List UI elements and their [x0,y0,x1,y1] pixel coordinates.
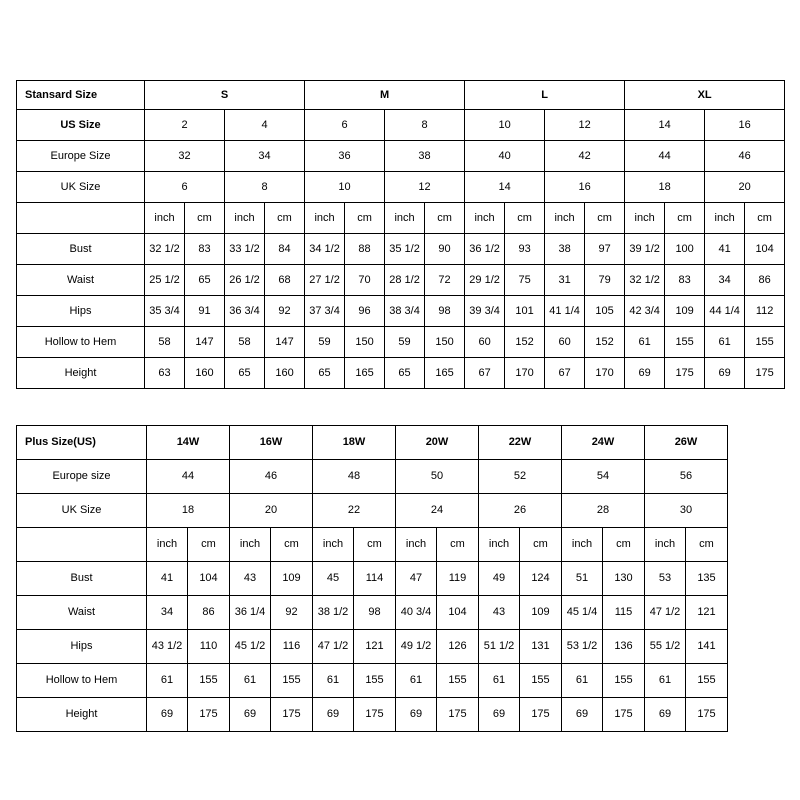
plus-unit-cell-3: cm [271,528,313,562]
unit-cell-8: inch [465,203,505,234]
plus-size-group-16w: 16W [230,426,313,460]
unit-cell-9: cm [505,203,545,234]
unit-cell-2: inch [225,203,265,234]
plus-unit-cell-10: inch [562,528,603,562]
plus-table-row-hips [17,630,728,664]
plus-cell-waist-12: 47 1/2 [645,596,686,630]
cell-us-size-5: 12 [545,110,625,141]
cell-hollow-6: 59 [385,327,425,358]
size-group-xl: XL [625,81,785,110]
cell-hips-10: 41 1/4 [545,296,585,327]
cell-bust-14: 41 [705,234,745,265]
row-label-bust: Bust [17,234,145,265]
plus-cell-bust-1: 104 [188,562,230,596]
plus-cell-hollow-12: 61 [645,664,686,698]
unit-cell-11: cm [585,203,625,234]
plus-cell-europe-6: 56 [645,460,728,494]
cell-waist-6: 28 1/2 [385,265,425,296]
cell-bust-4: 34 1/2 [305,234,345,265]
plus-cell-waist-3: 92 [271,596,313,630]
cell-uk-size-3: 12 [385,172,465,203]
plus-size-group-14w: 14W [147,426,230,460]
plus-cell-bust-0: 41 [147,562,188,596]
plus-table-row-units [17,528,728,562]
plus-cell-waist-8: 43 [479,596,520,630]
cell-height-15: 175 [745,358,785,389]
cell-hollow-11: 152 [585,327,625,358]
plus-cell-uk-2: 22 [313,494,396,528]
cell-uk-size-1: 8 [225,172,305,203]
plus-row-label-waist: Waist [17,596,147,630]
plus-cell-height-10: 69 [562,698,603,732]
plus-cell-hollow-1: 155 [188,664,230,698]
size-group-m: M [305,81,465,110]
plus-cell-hollow-9: 155 [520,664,562,698]
cell-hollow-13: 155 [665,327,705,358]
plus-cell-hips-3: 116 [271,630,313,664]
cell-europe-size-2: 36 [305,141,385,172]
plus-cell-europe-2: 48 [313,460,396,494]
cell-bust-2: 33 1/2 [225,234,265,265]
plus-table-row-header [17,426,728,460]
plus-cell-bust-3: 109 [271,562,313,596]
plus-cell-height-9: 175 [520,698,562,732]
cell-bust-9: 93 [505,234,545,265]
cell-waist-2: 26 1/2 [225,265,265,296]
cell-hollow-2: 58 [225,327,265,358]
plus-cell-bust-10: 51 [562,562,603,596]
plus-cell-height-13: 175 [686,698,728,732]
plus-cell-height-11: 175 [603,698,645,732]
plus-cell-europe-4: 52 [479,460,562,494]
plus-table-row-height [17,698,728,732]
cell-waist-0: 25 1/2 [145,265,185,296]
plus-cell-uk-4: 26 [479,494,562,528]
plus-cell-hollow-7: 155 [437,664,479,698]
plus-cell-bust-11: 130 [603,562,645,596]
cell-waist-12: 32 1/2 [625,265,665,296]
cell-height-4: 65 [305,358,345,389]
row-label-hips: Hips [17,296,145,327]
plus-cell-uk-3: 24 [396,494,479,528]
cell-europe-size-6: 44 [625,141,705,172]
cell-bust-7: 90 [425,234,465,265]
cell-height-0: 63 [145,358,185,389]
unit-cell-3: cm [265,203,305,234]
plus-cell-bust-13: 135 [686,562,728,596]
plus-cell-height-1: 175 [188,698,230,732]
plus-cell-hips-7: 126 [437,630,479,664]
plus-unit-cell-7: cm [437,528,479,562]
plus-table-row-waist [17,596,728,630]
plus-cell-bust-9: 124 [520,562,562,596]
plus-cell-europe-3: 50 [396,460,479,494]
unit-cell-14: inch [705,203,745,234]
cell-us-size-3: 8 [385,110,465,141]
unit-cell-1: cm [185,203,225,234]
cell-hips-7: 98 [425,296,465,327]
plus-cell-hips-6: 49 1/2 [396,630,437,664]
plus-unit-cell-1: cm [188,528,230,562]
table-row-us-size [17,110,785,141]
plus-cell-bust-7: 119 [437,562,479,596]
cell-uk-size-5: 16 [545,172,625,203]
cell-height-8: 67 [465,358,505,389]
plus-cell-height-0: 69 [147,698,188,732]
plus-row-label-bust: Bust [17,562,147,596]
plus-cell-europe-0: 44 [147,460,230,494]
plus-cell-hips-0: 43 1/2 [147,630,188,664]
plus-cell-waist-5: 98 [354,596,396,630]
plus-size-group-20w: 20W [396,426,479,460]
cell-hollow-7: 150 [425,327,465,358]
cell-bust-12: 39 1/2 [625,234,665,265]
plus-cell-height-5: 175 [354,698,396,732]
plus-cell-hollow-2: 61 [230,664,271,698]
cell-hollow-5: 150 [345,327,385,358]
plus-cell-waist-1: 86 [188,596,230,630]
table-row-uk-size [17,172,785,203]
cell-hips-15: 112 [745,296,785,327]
cell-hollow-10: 60 [545,327,585,358]
plus-unit-cell-4: inch [313,528,354,562]
plus-cell-hips-5: 121 [354,630,396,664]
plus-cell-waist-7: 104 [437,596,479,630]
plus-unit-cell-6: inch [396,528,437,562]
standard-size-table [16,80,785,389]
plus-cell-waist-11: 115 [603,596,645,630]
cell-bust-1: 83 [185,234,225,265]
cell-waist-4: 27 1/2 [305,265,345,296]
plus-cell-bust-4: 45 [313,562,354,596]
plus-cell-europe-5: 54 [562,460,645,494]
plus-unit-cell-2: inch [230,528,271,562]
plus-size-table [16,425,728,732]
cell-us-size-1: 4 [225,110,305,141]
cell-us-size-2: 6 [305,110,385,141]
cell-height-11: 170 [585,358,625,389]
plus-cell-height-8: 69 [479,698,520,732]
cell-bust-5: 88 [345,234,385,265]
cell-hips-2: 36 3/4 [225,296,265,327]
plus-cell-hips-1: 110 [188,630,230,664]
plus-cell-hollow-0: 61 [147,664,188,698]
plus-cell-hips-11: 136 [603,630,645,664]
cell-hollow-8: 60 [465,327,505,358]
plus-cell-height-6: 69 [396,698,437,732]
cell-hips-12: 42 3/4 [625,296,665,327]
plus-cell-waist-2: 36 1/4 [230,596,271,630]
cell-waist-5: 70 [345,265,385,296]
plus-unit-cell-13: cm [686,528,728,562]
cell-uk-size-0: 6 [145,172,225,203]
cell-height-3: 160 [265,358,305,389]
unit-cell-13: cm [665,203,705,234]
plus-cell-hollow-5: 155 [354,664,396,698]
cell-bust-6: 35 1/2 [385,234,425,265]
cell-height-14: 69 [705,358,745,389]
cell-hips-3: 92 [265,296,305,327]
cell-height-1: 160 [185,358,225,389]
plus-size-group-26w: 26W [645,426,728,460]
plus-unit-row-label [17,528,147,562]
plus-cell-bust-6: 47 [396,562,437,596]
cell-hips-4: 37 3/4 [305,296,345,327]
cell-hips-0: 35 3/4 [145,296,185,327]
plus-unit-cell-9: cm [520,528,562,562]
table-row-waist [17,265,785,296]
plus-row-label-hollow-to-hem: Hollow to Hem [17,664,147,698]
plus-cell-waist-13: 121 [686,596,728,630]
plus-cell-waist-4: 38 1/2 [313,596,354,630]
cell-hollow-4: 59 [305,327,345,358]
cell-europe-size-5: 42 [545,141,625,172]
cell-us-size-4: 10 [465,110,545,141]
cell-hollow-1: 147 [185,327,225,358]
plus-unit-cell-0: inch [147,528,188,562]
cell-bust-3: 84 [265,234,305,265]
plus-cell-hollow-3: 155 [271,664,313,698]
plus-cell-hips-8: 51 1/2 [479,630,520,664]
cell-hollow-14: 61 [705,327,745,358]
table-row-bust [17,234,785,265]
cell-hollow-0: 58 [145,327,185,358]
plus-cell-uk-0: 18 [147,494,230,528]
cell-us-size-0: 2 [145,110,225,141]
cell-europe-size-4: 40 [465,141,545,172]
unit-cell-7: cm [425,203,465,234]
plus-unit-cell-8: inch [479,528,520,562]
cell-hips-9: 101 [505,296,545,327]
unit-cell-0: inch [145,203,185,234]
cell-hollow-9: 152 [505,327,545,358]
cell-height-12: 69 [625,358,665,389]
cell-bust-8: 36 1/2 [465,234,505,265]
cell-height-6: 65 [385,358,425,389]
plus-cell-bust-2: 43 [230,562,271,596]
plus-cell-hollow-11: 155 [603,664,645,698]
cell-us-size-7: 16 [705,110,785,141]
cell-hollow-3: 147 [265,327,305,358]
cell-europe-size-7: 46 [705,141,785,172]
cell-hollow-12: 61 [625,327,665,358]
row-label-height: Height [17,358,145,389]
cell-bust-11: 97 [585,234,625,265]
cell-height-9: 170 [505,358,545,389]
table-row-units [17,203,785,234]
plus-table-row-bust [17,562,728,596]
cell-waist-3: 68 [265,265,305,296]
standard-corner-label: Stansard Size [17,81,145,110]
cell-height-2: 65 [225,358,265,389]
cell-bust-10: 38 [545,234,585,265]
cell-hips-1: 91 [185,296,225,327]
plus-cell-hollow-8: 61 [479,664,520,698]
plus-row-label-hips: Hips [17,630,147,664]
plus-cell-bust-5: 114 [354,562,396,596]
cell-height-7: 165 [425,358,465,389]
cell-europe-size-3: 38 [385,141,465,172]
plus-cell-hollow-10: 61 [562,664,603,698]
plus-cell-height-4: 69 [313,698,354,732]
plus-cell-hollow-13: 155 [686,664,728,698]
table-row-europe-size [17,141,785,172]
plus-cell-height-2: 69 [230,698,271,732]
plus-unit-cell-11: cm [603,528,645,562]
plus-cell-uk-6: 30 [645,494,728,528]
plus-cell-waist-6: 40 3/4 [396,596,437,630]
cell-us-size-6: 14 [625,110,705,141]
plus-cell-hips-13: 141 [686,630,728,664]
plus-corner-label: Plus Size(US) [17,426,147,460]
plus-cell-height-7: 175 [437,698,479,732]
unit-cell-10: inch [545,203,585,234]
plus-table-row-uk-size [17,494,728,528]
cell-bust-15: 104 [745,234,785,265]
unit-row-label [17,203,145,234]
plus-cell-waist-0: 34 [147,596,188,630]
unit-cell-4: inch [305,203,345,234]
plus-cell-hollow-4: 61 [313,664,354,698]
plus-row-label-uk-size: UK Size [17,494,147,528]
cell-waist-13: 83 [665,265,705,296]
row-label-europe-size: Europe Size [17,141,145,172]
cell-waist-7: 72 [425,265,465,296]
cell-hollow-15: 155 [745,327,785,358]
cell-bust-13: 100 [665,234,705,265]
cell-waist-10: 31 [545,265,585,296]
cell-europe-size-1: 34 [225,141,305,172]
cell-bust-0: 32 1/2 [145,234,185,265]
plus-cell-hips-12: 55 1/2 [645,630,686,664]
plus-size-group-22w: 22W [479,426,562,460]
plus-cell-europe-1: 46 [230,460,313,494]
cell-waist-1: 65 [185,265,225,296]
plus-table-row-europe-size [17,460,728,494]
cell-uk-size-7: 20 [705,172,785,203]
plus-cell-height-3: 175 [271,698,313,732]
plus-cell-hips-2: 45 1/2 [230,630,271,664]
cell-waist-8: 29 1/2 [465,265,505,296]
plus-cell-uk-1: 20 [230,494,313,528]
size-group-s: S [145,81,305,110]
plus-cell-waist-9: 109 [520,596,562,630]
cell-waist-15: 86 [745,265,785,296]
cell-uk-size-4: 14 [465,172,545,203]
plus-cell-bust-8: 49 [479,562,520,596]
plus-size-group-18w: 18W [313,426,396,460]
cell-waist-14: 34 [705,265,745,296]
plus-row-label-europe-size: Europe size [17,460,147,494]
unit-cell-6: inch [385,203,425,234]
row-label-hollow-to-hem: Hollow to Hem [17,327,145,358]
row-label-uk-size: UK Size [17,172,145,203]
plus-unit-cell-5: cm [354,528,396,562]
cell-waist-9: 75 [505,265,545,296]
plus-cell-hips-4: 47 1/2 [313,630,354,664]
plus-cell-waist-10: 45 1/4 [562,596,603,630]
plus-size-group-24w: 24W [562,426,645,460]
cell-hips-11: 105 [585,296,625,327]
plus-cell-bust-12: 53 [645,562,686,596]
cell-height-10: 67 [545,358,585,389]
cell-hips-6: 38 3/4 [385,296,425,327]
cell-hips-5: 96 [345,296,385,327]
plus-cell-hollow-6: 61 [396,664,437,698]
plus-row-label-height: Height [17,698,147,732]
cell-hips-14: 44 1/4 [705,296,745,327]
size-group-l: L [465,81,625,110]
cell-height-13: 175 [665,358,705,389]
unit-cell-15: cm [745,203,785,234]
row-label-waist: Waist [17,265,145,296]
plus-unit-cell-12: inch [645,528,686,562]
unit-cell-12: inch [625,203,665,234]
unit-cell-5: cm [345,203,385,234]
plus-cell-height-12: 69 [645,698,686,732]
table-row-header [17,81,785,110]
cell-height-5: 165 [345,358,385,389]
table-row-height [17,358,785,389]
cell-hips-13: 109 [665,296,705,327]
table-row-hollow-to-hem [17,327,785,358]
plus-cell-hips-10: 53 1/2 [562,630,603,664]
cell-europe-size-0: 32 [145,141,225,172]
row-label-us-size: US Size [17,110,145,141]
plus-cell-uk-5: 28 [562,494,645,528]
cell-waist-11: 79 [585,265,625,296]
table-row-hips [17,296,785,327]
plus-table-row-hollow-to-hem [17,664,728,698]
cell-uk-size-2: 10 [305,172,385,203]
cell-uk-size-6: 18 [625,172,705,203]
plus-cell-hips-9: 131 [520,630,562,664]
cell-hips-8: 39 3/4 [465,296,505,327]
